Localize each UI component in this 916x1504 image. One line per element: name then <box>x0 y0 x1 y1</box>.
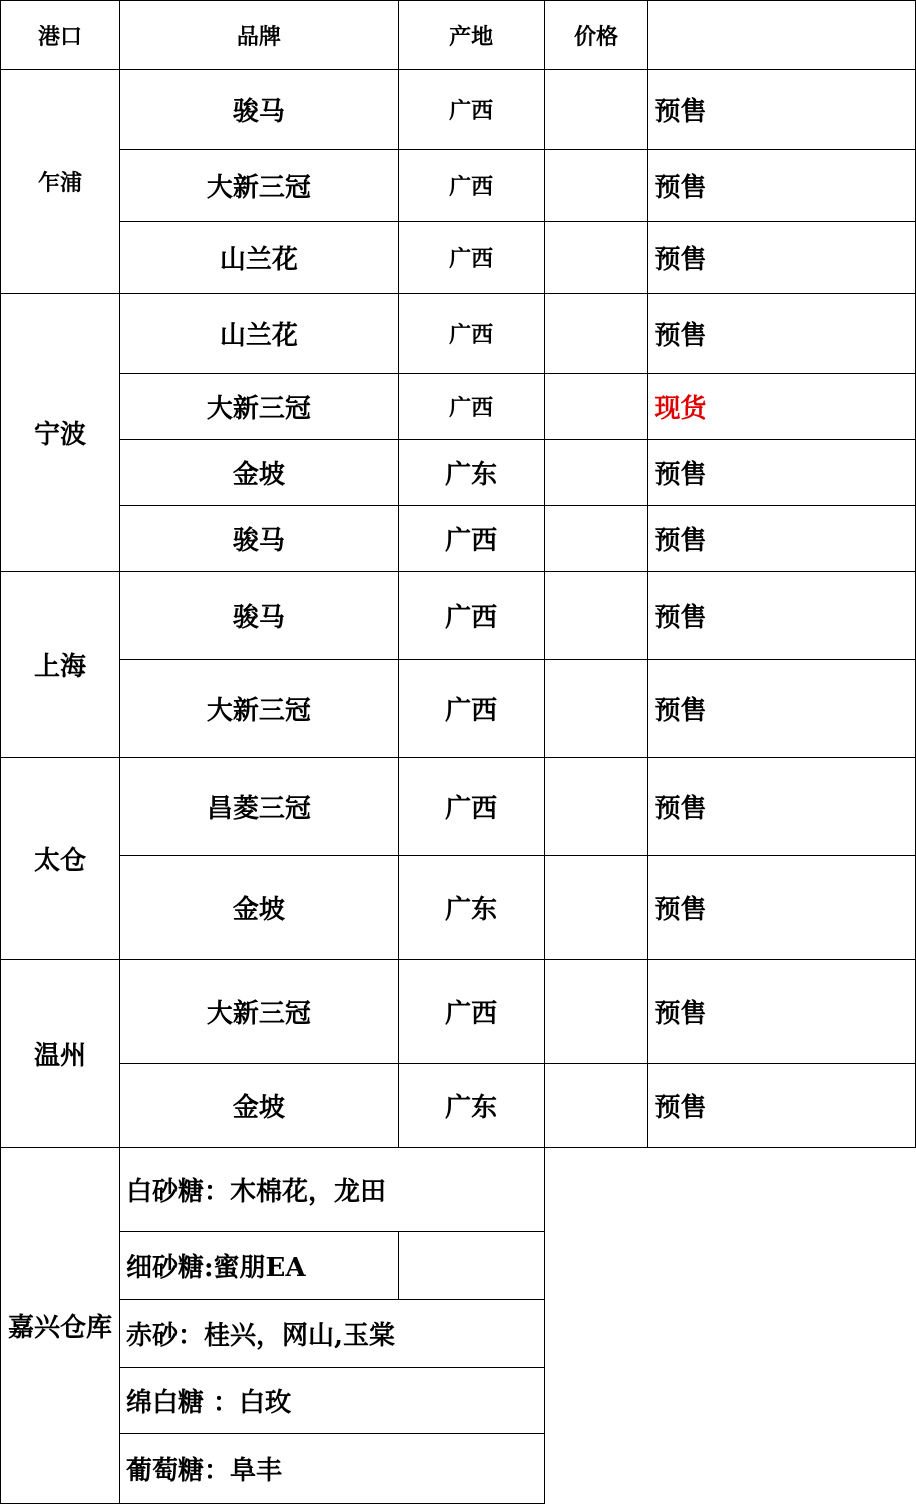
origin-cell: 广东 <box>398 1064 544 1148</box>
origin-cell: 广西 <box>398 294 544 374</box>
header-port: 港口 <box>1 1 120 70</box>
table-row <box>1 222 916 294</box>
price-cell <box>544 758 648 856</box>
table-row <box>1 294 916 374</box>
header-brand: 品牌 <box>119 1 398 70</box>
price-cell <box>544 856 648 960</box>
origin-cell: 广西 <box>398 572 544 660</box>
warehouse-name: 嘉兴仓库 <box>1 1148 120 1504</box>
status-cell: 现货 <box>648 374 916 440</box>
price-cell <box>544 1064 648 1148</box>
brand-cell: 骏马 <box>119 70 398 150</box>
price-cell <box>544 374 648 440</box>
status-cell: 预售 <box>648 222 916 294</box>
price-cell <box>544 222 648 294</box>
origin-cell: 广西 <box>398 374 544 440</box>
status-cell: 预售 <box>648 440 916 506</box>
brand-cell: 山兰花 <box>119 222 398 294</box>
brand-cell: 金坡 <box>119 856 398 960</box>
price-cell <box>544 294 648 374</box>
status-cell: 预售 <box>648 70 916 150</box>
origin-cell: 广东 <box>398 440 544 506</box>
port-cell: 乍浦 <box>1 70 120 294</box>
price-cell <box>544 440 648 506</box>
table-row <box>1 960 916 1064</box>
origin-cell: 广西 <box>398 222 544 294</box>
table-row <box>1 572 916 660</box>
status-cell: 预售 <box>648 294 916 374</box>
price-cell <box>544 70 648 150</box>
origin-cell: 广西 <box>398 758 544 856</box>
brand-cell: 大新三冠 <box>119 660 398 758</box>
port-cell: 温州 <box>1 960 120 1148</box>
blank-area <box>544 1148 915 1504</box>
header-status <box>648 1 916 70</box>
warehouse-item: 白砂糖：木棉花，龙田 <box>119 1148 544 1232</box>
price-cell <box>544 150 648 222</box>
table-row <box>1 150 916 222</box>
status-cell: 预售 <box>648 856 916 960</box>
brand-cell: 山兰花 <box>119 294 398 374</box>
brand-cell: 昌菱三冠 <box>119 758 398 856</box>
status-cell: 预售 <box>648 1064 916 1148</box>
warehouse-item: 赤砂：桂兴，网山,玉棠 <box>119 1300 544 1368</box>
warehouse-item: 葡萄糖：阜丰 <box>119 1434 544 1504</box>
status-cell: 预售 <box>648 572 916 660</box>
origin-cell: 广西 <box>398 660 544 758</box>
brand-cell: 金坡 <box>119 440 398 506</box>
status-cell: 预售 <box>648 660 916 758</box>
origin-cell: 广西 <box>398 150 544 222</box>
origin-cell: 广西 <box>398 70 544 150</box>
origin-cell: 广西 <box>398 960 544 1064</box>
brand-cell: 大新三冠 <box>119 150 398 222</box>
origin-cell: 广东 <box>398 856 544 960</box>
status-cell: 预售 <box>648 150 916 222</box>
table-row <box>1 1064 916 1148</box>
warehouse-item: 细砂糖:蜜朋EA <box>119 1232 398 1300</box>
table-row <box>1 440 916 506</box>
status-cell: 预售 <box>648 960 916 1064</box>
price-cell <box>544 572 648 660</box>
table-row <box>1 856 916 960</box>
brand-cell: 大新三冠 <box>119 374 398 440</box>
port-cell: 太仓 <box>1 758 120 960</box>
status-cell: 预售 <box>648 758 916 856</box>
table-row <box>1 70 916 150</box>
table-row <box>1 660 916 758</box>
blank-cell <box>398 1232 544 1300</box>
price-cell <box>544 506 648 572</box>
brand-cell: 骏马 <box>119 572 398 660</box>
header-origin: 产地 <box>398 1 544 70</box>
header-price: 价格 <box>544 1 648 70</box>
table-row <box>1 758 916 856</box>
origin-cell: 广西 <box>398 506 544 572</box>
table-row <box>1 374 916 440</box>
header-row <box>1 1 916 70</box>
price-cell <box>544 660 648 758</box>
brand-cell: 金坡 <box>119 1064 398 1148</box>
table-row <box>1 506 916 572</box>
port-cell: 宁波 <box>1 294 120 572</box>
brand-cell: 大新三冠 <box>119 960 398 1064</box>
warehouse-item: 绵白糖 ：白玫 <box>119 1368 544 1434</box>
port-cell: 上海 <box>1 572 120 758</box>
price-cell <box>544 960 648 1064</box>
warehouse-row <box>1 1148 916 1232</box>
brand-cell: 骏马 <box>119 506 398 572</box>
status-cell: 预售 <box>648 506 916 572</box>
